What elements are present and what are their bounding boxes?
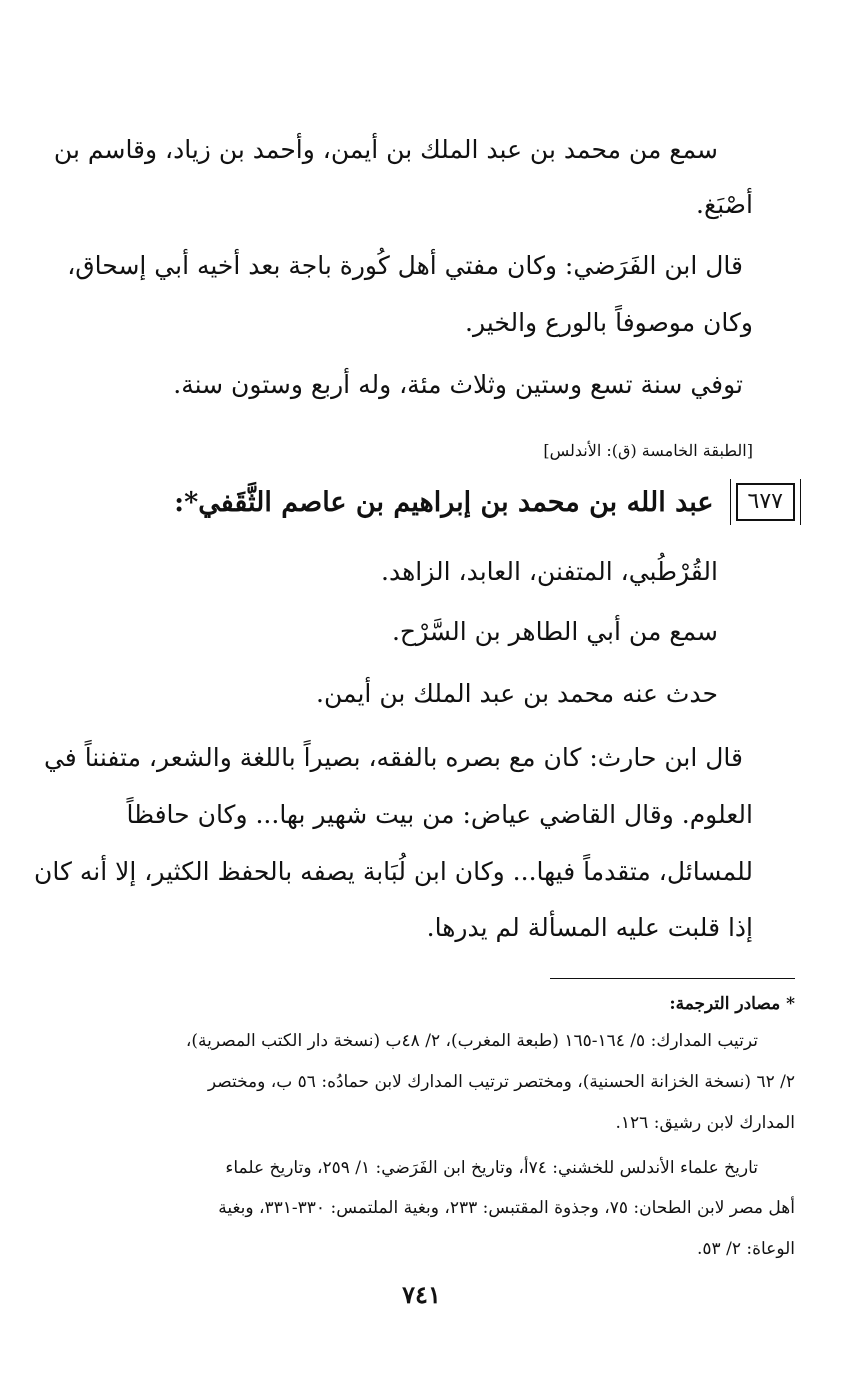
entry-heading: [174, 472, 795, 532]
entry-line-3: حدث عنه محمد بن عبد الملك بن أيمن.: [316, 679, 718, 708]
quote-line-2: العلوم. وقال القاضي عياض: من بيت شهير بها... وكان حافظاً: [126, 800, 753, 829]
footnote-2-line-2: أهل مصر لابن الطحان: ٧٥، وجذوة المقتبس: ٢٣٣، وبغية الملتمس: ٣٣٠-٣٣١، وبغية: [218, 1198, 795, 1218]
footnote-1-line-2: ٢/ ٦٢ (نسخة الخزانة الحسنية)، ومختصر ترتيب المدارك لابن حمادُه: ٥٦ ب، ومختصر: [207, 1072, 795, 1092]
quote-line-3: للمسائل، متقدماً فيها... وكان ابن لُبَابة يصفه بالحفظ الكثير، إلا أنه كان: [34, 857, 753, 886]
page-number: ٧٤١: [402, 1280, 441, 1309]
intro-line-2: أصْبَغ.: [696, 190, 753, 219]
footnote-divider: [550, 978, 795, 979]
entry-title: عبد الله بن محمد بن إبراهيم بن عاصم الثَّقَفي*:: [174, 486, 714, 518]
quote-line-1: قال ابن حارث: كان مع بصره بالفقه، بصيراً باللغة والشعر، متفنناً في: [43, 743, 743, 772]
intro-line-5: توفي سنة تسع وستين وثلاث مئة، وله أربع وستون سنة.: [173, 370, 743, 399]
section-tag: [الطبقة الخامسة (ق): الأندلس]: [543, 441, 753, 460]
footnote-1-line-1: ترتيب المدارك: ٥/ ١٦٤-١٦٥ (طبعة المغرب)، ٢/ ٤٨ب (نسخة دار الكتب المصرية)،: [185, 1031, 758, 1051]
entry-line-1: القُرْطُبي، المتفنن، العابد، الزاهد.: [381, 557, 718, 586]
entry-line-2: سمع من أبي الطاهر بن السَّرْح.: [391, 617, 718, 646]
footnote-heading: * مصادر الترجمة:: [669, 994, 795, 1014]
entry-number: ٦٧٧: [736, 483, 795, 521]
intro-line-4: وكان موصوفاً بالورع والخير.: [465, 308, 753, 337]
footnote-2-line-1: تاريخ علماء الأندلس للخشني: ٧٤أ، وتاريخ ابن الفَرَضي: ١/ ٢٥٩، وتاريخ علماء: [225, 1158, 758, 1178]
intro-line-1: سمع من محمد بن عبد الملك بن أيمن، وأحمد بن زياد، وقاسم بن: [53, 135, 718, 164]
intro-line-3: قال ابن الفَرَضي: وكان مفتي أهل كُورة باجة بعد أخيه أبي إسحاق،: [67, 251, 743, 280]
footnote-1-line-3: المدارك لابن رشيق: ١٢٦.: [615, 1113, 795, 1133]
footnote-2-line-3: الوعاة: ٢/ ٥٣.: [697, 1239, 795, 1259]
quote-line-4: إذا قلبت عليه المسألة لم يدرها.: [426, 913, 753, 942]
